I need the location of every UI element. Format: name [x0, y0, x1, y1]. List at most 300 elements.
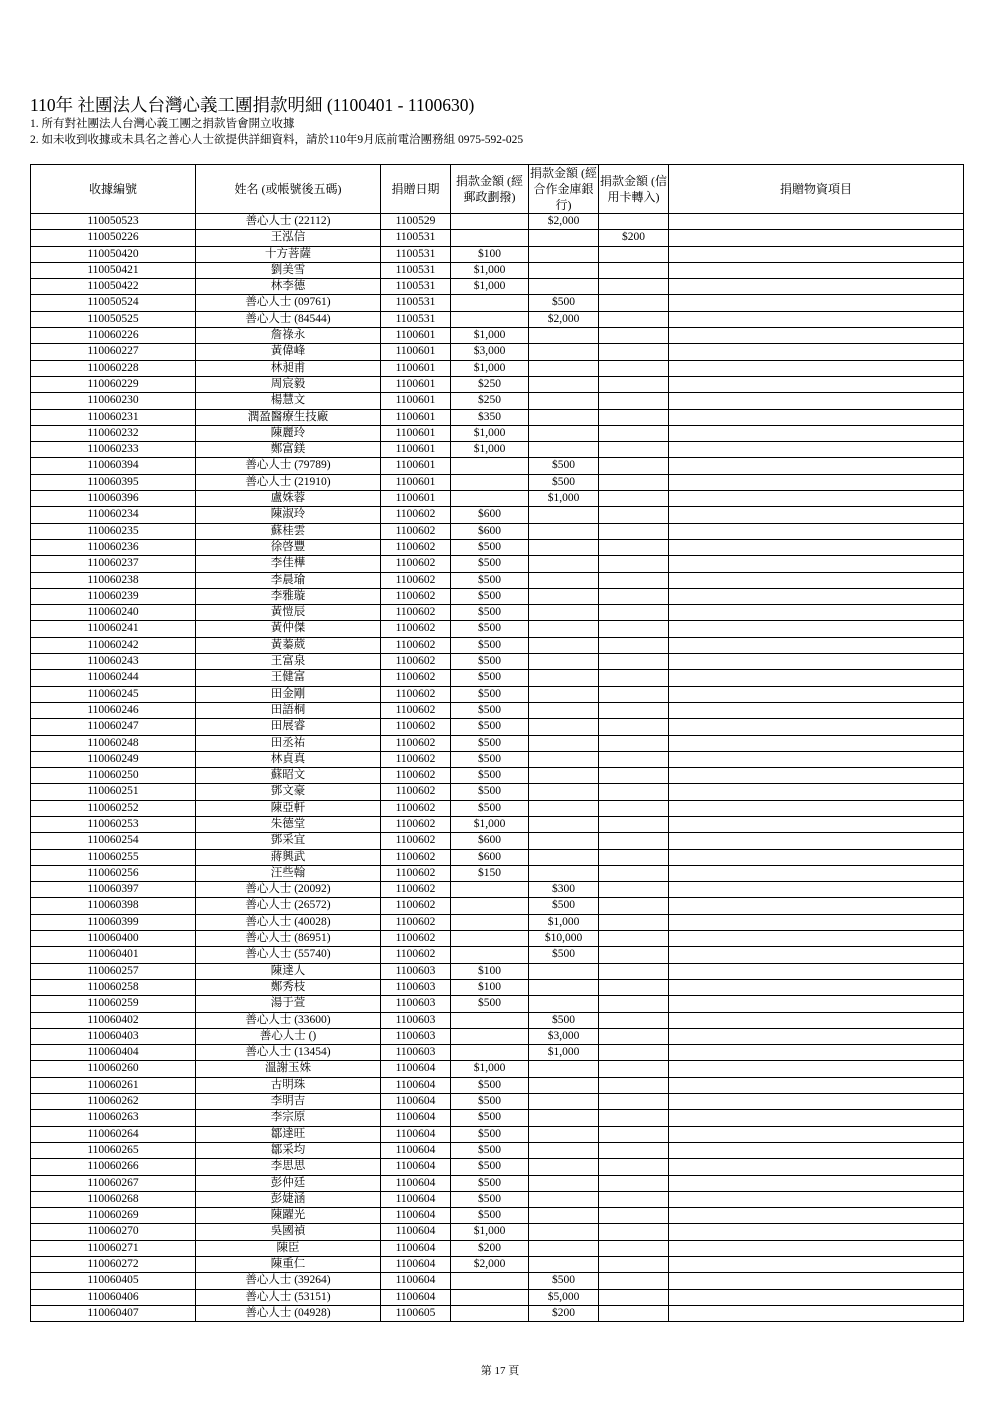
goods-cell	[669, 376, 964, 392]
name-cell: 徐啓豐	[196, 539, 381, 555]
table-row	[31, 751, 964, 767]
goods-cell	[669, 1273, 964, 1289]
goods-cell	[669, 295, 964, 311]
receipt-no-cell: 110060244	[31, 670, 196, 686]
note-contact: 2. 如未收到收據或未具名之善心人士欲提供詳細資料，請於110年9月底前電洽團務組 0975-592-025	[30, 134, 524, 146]
credit-amount-cell	[599, 295, 669, 311]
postal-amount-cell: $500	[451, 686, 529, 702]
table-row	[31, 996, 964, 1012]
bank-amount-cell	[529, 686, 599, 702]
credit-amount-cell	[599, 311, 669, 327]
credit-amount-cell	[599, 1142, 669, 1158]
bank-amount-cell	[529, 425, 599, 441]
bank-amount-cell: $3,000	[529, 1028, 599, 1044]
credit-amount-cell	[599, 474, 669, 490]
header-amount-bank: 捐款金額 (經合作金庫銀行)	[530, 166, 597, 212]
table-row	[31, 295, 964, 311]
postal-amount-cell	[451, 1305, 529, 1321]
date-cell: 1100602	[381, 621, 451, 637]
table-row	[31, 1110, 964, 1126]
bank-amount-cell	[529, 865, 599, 881]
date-cell: 1100602	[381, 914, 451, 930]
date-cell: 1100531	[381, 311, 451, 327]
postal-amount-cell: $500	[451, 800, 529, 816]
goods-cell	[669, 1175, 964, 1191]
postal-amount-cell: $350	[451, 409, 529, 425]
credit-amount-cell	[599, 507, 669, 523]
bank-amount-cell: $2,000	[529, 311, 599, 327]
name-cell: 鄧文豪	[196, 784, 381, 800]
postal-amount-cell	[451, 931, 529, 947]
table-row	[31, 637, 964, 653]
goods-cell	[669, 425, 964, 441]
date-cell: 1100602	[381, 539, 451, 555]
table-row	[31, 442, 964, 458]
table-row	[31, 507, 964, 523]
postal-amount-cell: $600	[451, 833, 529, 849]
table-row	[31, 768, 964, 784]
receipt-no-cell: 110060397	[31, 882, 196, 898]
table-row	[31, 425, 964, 441]
table-row	[31, 654, 964, 670]
goods-cell	[669, 1094, 964, 1110]
bank-amount-cell: $200	[529, 1305, 599, 1321]
bank-amount-cell	[529, 1191, 599, 1207]
date-cell: 1100604	[381, 1208, 451, 1224]
date-cell: 1100602	[381, 686, 451, 702]
name-cell: 林貞真	[196, 751, 381, 767]
postal-amount-cell: $500	[451, 556, 529, 572]
name-cell: 善心人士 (79789)	[196, 458, 381, 474]
credit-amount-cell	[599, 556, 669, 572]
table-row	[31, 686, 964, 702]
date-cell: 1100604	[381, 1175, 451, 1191]
goods-cell	[669, 1191, 964, 1207]
goods-cell	[669, 1289, 964, 1305]
goods-cell	[669, 816, 964, 832]
name-cell: 善心人士 (09761)	[196, 295, 381, 311]
credit-amount-cell	[599, 605, 669, 621]
bank-amount-cell	[529, 751, 599, 767]
header-amount-postal: 捐款金額 (經郵政劃撥)	[451, 165, 529, 214]
credit-amount-cell	[599, 409, 669, 425]
credit-amount-cell	[599, 1110, 669, 1126]
postal-amount-cell	[451, 474, 529, 490]
goods-cell	[669, 947, 964, 963]
receipt-no-cell: 110060243	[31, 654, 196, 670]
receipt-no-cell: 110060252	[31, 800, 196, 816]
bank-amount-cell	[529, 1175, 599, 1191]
receipt-no-cell: 110060255	[31, 849, 196, 865]
credit-amount-cell	[599, 768, 669, 784]
header-goods: 捐贈物資項目	[669, 165, 964, 214]
date-cell: 1100602	[381, 865, 451, 881]
table-row	[31, 262, 964, 278]
name-cell: 劉美雪	[196, 262, 381, 278]
receipt-no-cell: 110060226	[31, 328, 196, 344]
postal-amount-cell: $500	[451, 1191, 529, 1207]
credit-amount-cell	[599, 637, 669, 653]
postal-amount-cell: $2,000	[451, 1257, 529, 1273]
goods-cell	[669, 556, 964, 572]
page-number: 第 17 頁	[480, 1365, 520, 1377]
receipt-no-cell: 110060396	[31, 491, 196, 507]
table-row	[31, 572, 964, 588]
postal-amount-cell: $500	[451, 1110, 529, 1126]
date-cell: 1100602	[381, 931, 451, 947]
receipt-no-cell: 110060240	[31, 605, 196, 621]
bank-amount-cell	[529, 1094, 599, 1110]
bank-amount-cell: $2,000	[529, 214, 599, 230]
receipt-no-cell: 110060227	[31, 344, 196, 360]
bank-amount-cell: $1,000	[529, 491, 599, 507]
name-cell: 黃愷辰	[196, 605, 381, 621]
goods-cell	[669, 572, 964, 588]
date-cell: 1100602	[381, 735, 451, 751]
table-row	[31, 719, 964, 735]
postal-amount-cell: $250	[451, 376, 529, 392]
goods-cell	[669, 328, 964, 344]
name-cell: 十方菩薩	[196, 246, 381, 262]
receipt-no-cell: 110060399	[31, 914, 196, 930]
table-row	[31, 931, 964, 947]
goods-cell	[669, 523, 964, 539]
bank-amount-cell	[529, 230, 599, 246]
table-row	[31, 816, 964, 832]
table-row	[31, 1061, 964, 1077]
postal-amount-cell: $500	[451, 1208, 529, 1224]
table-row	[31, 784, 964, 800]
goods-cell	[669, 230, 964, 246]
postal-amount-cell	[451, 214, 529, 230]
credit-amount-cell	[599, 1289, 669, 1305]
goods-cell	[669, 1126, 964, 1142]
goods-cell	[669, 1061, 964, 1077]
date-cell: 1100603	[381, 1012, 451, 1028]
receipt-no-cell: 110050420	[31, 246, 196, 262]
credit-amount-cell	[599, 947, 669, 963]
bank-amount-cell: $1,000	[529, 1045, 599, 1061]
credit-amount-cell	[599, 376, 669, 392]
goods-cell	[669, 882, 964, 898]
receipt-no-cell: 110060228	[31, 360, 196, 376]
credit-amount-cell	[599, 1126, 669, 1142]
date-cell: 1100602	[381, 833, 451, 849]
credit-amount-cell	[599, 393, 669, 409]
goods-cell	[669, 588, 964, 604]
credit-amount-cell	[599, 849, 669, 865]
date-cell: 1100604	[381, 1289, 451, 1305]
credit-amount-cell	[599, 539, 669, 555]
goods-cell	[669, 1077, 964, 1093]
receipt-no-cell: 110060394	[31, 458, 196, 474]
goods-cell	[669, 784, 964, 800]
receipt-no-cell: 110060253	[31, 816, 196, 832]
bank-amount-cell	[529, 719, 599, 735]
page-title: 110年 社團法人台灣心義工團捐款明細 (1100401 - 1100630)	[30, 95, 475, 115]
receipt-no-cell: 110060270	[31, 1224, 196, 1240]
postal-amount-cell: $500	[451, 751, 529, 767]
date-cell: 1100602	[381, 637, 451, 653]
postal-amount-cell: $500	[451, 621, 529, 637]
table-row	[31, 311, 964, 327]
postal-amount-cell: $500	[451, 670, 529, 686]
bank-amount-cell: $500	[529, 898, 599, 914]
table-row	[31, 230, 964, 246]
goods-cell	[669, 214, 964, 230]
bank-amount-cell: $5,000	[529, 1289, 599, 1305]
bank-amount-cell	[529, 833, 599, 849]
name-cell: 田金剛	[196, 686, 381, 702]
name-cell: 鄒達旺	[196, 1126, 381, 1142]
credit-amount-cell	[599, 1159, 669, 1175]
name-cell: 善心人士 (53151)	[196, 1289, 381, 1305]
name-cell: 陳淑玲	[196, 507, 381, 523]
date-cell: 1100604	[381, 1224, 451, 1240]
date-cell: 1100601	[381, 376, 451, 392]
credit-amount-cell	[599, 800, 669, 816]
date-cell: 1100601	[381, 409, 451, 425]
name-cell: 李佳樺	[196, 556, 381, 572]
bank-amount-cell	[529, 849, 599, 865]
postal-amount-cell: $600	[451, 523, 529, 539]
name-cell: 陳亞軒	[196, 800, 381, 816]
goods-cell	[669, 702, 964, 718]
credit-amount-cell	[599, 425, 669, 441]
name-cell: 朱德堂	[196, 816, 381, 832]
date-cell: 1100602	[381, 849, 451, 865]
bank-amount-cell	[529, 507, 599, 523]
name-cell: 善心人士 (39264)	[196, 1273, 381, 1289]
name-cell: 李思思	[196, 1159, 381, 1175]
goods-cell	[669, 931, 964, 947]
bank-amount-cell: $1,000	[529, 914, 599, 930]
credit-amount-cell	[599, 784, 669, 800]
table-row	[31, 360, 964, 376]
receipt-no-cell: 110060402	[31, 1012, 196, 1028]
date-cell: 1100601	[381, 474, 451, 490]
date-cell: 1100604	[381, 1142, 451, 1158]
name-cell: 陳達人	[196, 963, 381, 979]
receipt-no-cell: 110060239	[31, 588, 196, 604]
bank-amount-cell	[529, 1077, 599, 1093]
credit-amount-cell	[599, 931, 669, 947]
receipt-no-cell: 110060235	[31, 523, 196, 539]
name-cell: 黃偉峰	[196, 344, 381, 360]
goods-cell	[669, 1305, 964, 1321]
postal-amount-cell: $500	[451, 1094, 529, 1110]
bank-amount-cell	[529, 654, 599, 670]
date-cell: 1100604	[381, 1126, 451, 1142]
table-row	[31, 1012, 964, 1028]
date-cell: 1100604	[381, 1094, 451, 1110]
credit-amount-cell	[599, 1012, 669, 1028]
table-row	[31, 491, 964, 507]
postal-amount-cell	[451, 230, 529, 246]
table-row	[31, 979, 964, 995]
bank-amount-cell	[529, 768, 599, 784]
postal-amount-cell: $3,000	[451, 344, 529, 360]
name-cell: 善心人士 (26572)	[196, 898, 381, 914]
name-cell: 田展睿	[196, 719, 381, 735]
receipt-no-cell: 110060250	[31, 768, 196, 784]
name-cell: 鄧采宜	[196, 833, 381, 849]
date-cell: 1100602	[381, 800, 451, 816]
bank-amount-cell	[529, 784, 599, 800]
name-cell: 李宗原	[196, 1110, 381, 1126]
postal-amount-cell: $1,000	[451, 328, 529, 344]
name-cell: 鄒采均	[196, 1142, 381, 1158]
goods-cell	[669, 279, 964, 295]
bank-amount-cell: $500	[529, 947, 599, 963]
goods-cell	[669, 409, 964, 425]
table-row	[31, 458, 964, 474]
table-row	[31, 588, 964, 604]
date-cell: 1100602	[381, 588, 451, 604]
table-row	[31, 1045, 964, 1061]
bank-amount-cell	[529, 800, 599, 816]
date-cell: 1100601	[381, 458, 451, 474]
postal-amount-cell: $1,000	[451, 360, 529, 376]
bank-amount-cell	[529, 523, 599, 539]
date-cell: 1100602	[381, 523, 451, 539]
date-cell: 1100602	[381, 702, 451, 718]
credit-amount-cell	[599, 654, 669, 670]
postal-amount-cell	[451, 311, 529, 327]
postal-amount-cell: $1,000	[451, 425, 529, 441]
table-row	[31, 1191, 964, 1207]
bank-amount-cell	[529, 1142, 599, 1158]
date-cell: 1100601	[381, 393, 451, 409]
credit-amount-cell	[599, 1061, 669, 1077]
goods-cell	[669, 1028, 964, 1044]
bank-amount-cell	[529, 376, 599, 392]
name-cell: 陳麗玲	[196, 425, 381, 441]
postal-amount-cell: $1,000	[451, 816, 529, 832]
name-cell: 溫謝玉姝	[196, 1061, 381, 1077]
name-cell: 善心人士 (40028)	[196, 914, 381, 930]
table-row	[31, 963, 964, 979]
name-cell: 王泓信	[196, 230, 381, 246]
name-cell: 古明珠	[196, 1077, 381, 1093]
table-row	[31, 279, 964, 295]
receipt-no-cell: 110060257	[31, 963, 196, 979]
date-cell: 1100602	[381, 784, 451, 800]
receipt-no-cell: 110060237	[31, 556, 196, 572]
postal-amount-cell: $500	[451, 784, 529, 800]
date-cell: 1100604	[381, 1273, 451, 1289]
name-cell: 田語桐	[196, 702, 381, 718]
credit-amount-cell	[599, 1257, 669, 1273]
table-row	[31, 1224, 964, 1240]
receipt-no-cell: 110060265	[31, 1142, 196, 1158]
receipt-no-cell: 110060261	[31, 1077, 196, 1093]
credit-amount-cell	[599, 1175, 669, 1191]
bank-amount-cell	[529, 996, 599, 1012]
table-row	[31, 523, 964, 539]
goods-cell	[669, 474, 964, 490]
name-cell: 林李德	[196, 279, 381, 295]
date-cell: 1100602	[381, 572, 451, 588]
date-cell: 1100603	[381, 979, 451, 995]
credit-amount-cell	[599, 458, 669, 474]
bank-amount-cell	[529, 1240, 599, 1256]
postal-amount-cell: $1,000	[451, 279, 529, 295]
table-row	[31, 833, 964, 849]
goods-cell	[669, 246, 964, 262]
date-cell: 1100602	[381, 816, 451, 832]
table-row	[31, 344, 964, 360]
credit-amount-cell	[599, 572, 669, 588]
receipt-no-cell: 110060395	[31, 474, 196, 490]
receipt-no-cell: 110060256	[31, 865, 196, 881]
receipt-no-cell: 110060242	[31, 637, 196, 653]
postal-amount-cell: $500	[451, 1159, 529, 1175]
bank-amount-cell	[529, 262, 599, 278]
receipt-no-cell: 110060406	[31, 1289, 196, 1305]
receipt-no-cell: 110060401	[31, 947, 196, 963]
date-cell: 1100603	[381, 963, 451, 979]
receipt-no-cell: 110060403	[31, 1028, 196, 1044]
date-cell: 1100604	[381, 1110, 451, 1126]
goods-cell	[669, 768, 964, 784]
date-cell: 1100602	[381, 898, 451, 914]
credit-amount-cell	[599, 1028, 669, 1044]
receipt-no-cell: 110060260	[31, 1061, 196, 1077]
date-cell: 1100602	[381, 605, 451, 621]
postal-amount-cell	[451, 898, 529, 914]
receipt-no-cell: 110060234	[31, 507, 196, 523]
receipt-no-cell: 110060246	[31, 702, 196, 718]
receipt-no-cell: 110050422	[31, 279, 196, 295]
postal-amount-cell: $500	[451, 637, 529, 653]
postal-amount-cell	[451, 295, 529, 311]
date-cell: 1100602	[381, 507, 451, 523]
postal-amount-cell: $1,000	[451, 262, 529, 278]
table-row	[31, 702, 964, 718]
name-cell: 田丞祐	[196, 735, 381, 751]
credit-amount-cell	[599, 670, 669, 686]
date-cell: 1100531	[381, 230, 451, 246]
name-cell: 李晨瑜	[196, 572, 381, 588]
table-row	[31, 556, 964, 572]
bank-amount-cell	[529, 979, 599, 995]
postal-amount-cell	[451, 1028, 529, 1044]
bank-amount-cell	[529, 735, 599, 751]
name-cell: 善心人士 (84544)	[196, 311, 381, 327]
bank-amount-cell	[529, 1061, 599, 1077]
header-receipt-no: 收據編號	[31, 165, 196, 214]
date-cell: 1100603	[381, 1045, 451, 1061]
credit-amount-cell	[599, 979, 669, 995]
date-cell: 1100604	[381, 1159, 451, 1175]
date-cell: 1100602	[381, 882, 451, 898]
table-row	[31, 539, 964, 555]
receipt-no-cell: 110060229	[31, 376, 196, 392]
name-cell: 善心人士 (22112)	[196, 214, 381, 230]
name-cell: 吳國禎	[196, 1224, 381, 1240]
postal-amount-cell: $500	[451, 605, 529, 621]
name-cell: 善心人士 (21910)	[196, 474, 381, 490]
goods-cell	[669, 1110, 964, 1126]
name-cell: 鄭秀枝	[196, 979, 381, 995]
goods-cell	[669, 833, 964, 849]
postal-amount-cell	[451, 1289, 529, 1305]
name-cell: 善心人士 (55740)	[196, 947, 381, 963]
postal-amount-cell: $1,000	[451, 442, 529, 458]
goods-cell	[669, 751, 964, 767]
credit-amount-cell	[599, 751, 669, 767]
